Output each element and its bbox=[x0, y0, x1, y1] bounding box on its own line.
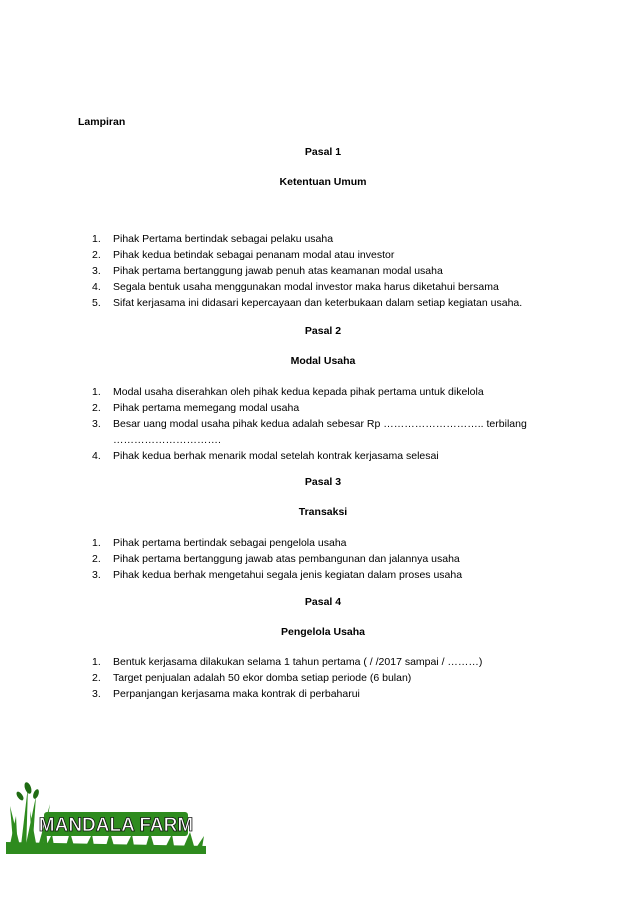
pasal-3-heading: Pasal 3 bbox=[304, 476, 342, 488]
logo-text: MANDALA FARM bbox=[38, 815, 194, 836]
list-item: 2. Pihak kedua betindak sebagai penanam modal atau investor bbox=[92, 249, 395, 261]
list-item: 4. Pihak kedua berhak menarik modal setelah kontrak kerjasama selesai bbox=[92, 450, 439, 462]
list-item: 1. Bentuk kerjasama dilakukan selama 1 tahun pertama ( / /2017 sampai / ………) bbox=[92, 656, 483, 668]
list-item: 4. Segala bentuk usaha menggunakan modal investor maka harus diketahui bersama bbox=[92, 281, 499, 293]
list-item: 5. Sifat kerjasama ini didasari kepercayaan dan keterbukaan dalam setiap kegiatan usaha. bbox=[92, 297, 523, 309]
list-item: 2. Target penjualan adalah 50 ekor domba setiap periode (6 bulan) bbox=[92, 672, 412, 684]
pasal-4-list bbox=[92, 654, 562, 702]
mandala-farm-logo bbox=[6, 776, 206, 856]
pasal-3-title: Transaksi bbox=[298, 506, 348, 518]
lampiran-label: Lampiran bbox=[78, 116, 126, 128]
pasal-1-heading: Pasal 1 bbox=[304, 146, 342, 158]
list-item: 1. Modal usaha diserahkan oleh pihak kedua kepada pihak pertama untuk dikelola bbox=[92, 386, 484, 398]
pasal-3-list bbox=[92, 535, 562, 583]
list-item: 3. Besar uang modal usaha pihak kedua adalah sebesar Rp ……………………….. terbilang …………………………. bbox=[92, 418, 527, 446]
list-item: 2. Pihak pertama bertanggung jawab atas pembangunan dan jalannya usaha bbox=[92, 553, 460, 565]
list-item: 3. Perpanjangan kerjasama maka kontrak di perbaharui bbox=[92, 688, 360, 700]
pasal-2-heading: Pasal 2 bbox=[304, 325, 342, 337]
list-item: 3. Pihak pertama bertanggung jawab penuh atas keamanan modal usaha bbox=[92, 265, 443, 277]
pasal-1-title: Ketentuan Umum bbox=[279, 176, 367, 188]
list-item: 1. Pihak pertama bertindak sebagai pengelola usaha bbox=[92, 537, 347, 549]
list-item: 1. Pihak Pertama bertindak sebagai pelaku usaha bbox=[92, 233, 334, 245]
pasal-2-list bbox=[92, 384, 562, 464]
pasal-4-title: Pengelola Usaha bbox=[280, 626, 366, 638]
list-item: 3. Pihak kedua berhak mengetahui segala jenis kegiatan dalam proses usaha bbox=[92, 569, 463, 581]
pasal-2-title: Modal Usaha bbox=[290, 355, 356, 367]
list-item: 2. Pihak pertama memegang modal usaha bbox=[92, 402, 300, 414]
pasal-4-heading: Pasal 4 bbox=[304, 596, 342, 608]
pasal-1-list bbox=[92, 231, 562, 311]
